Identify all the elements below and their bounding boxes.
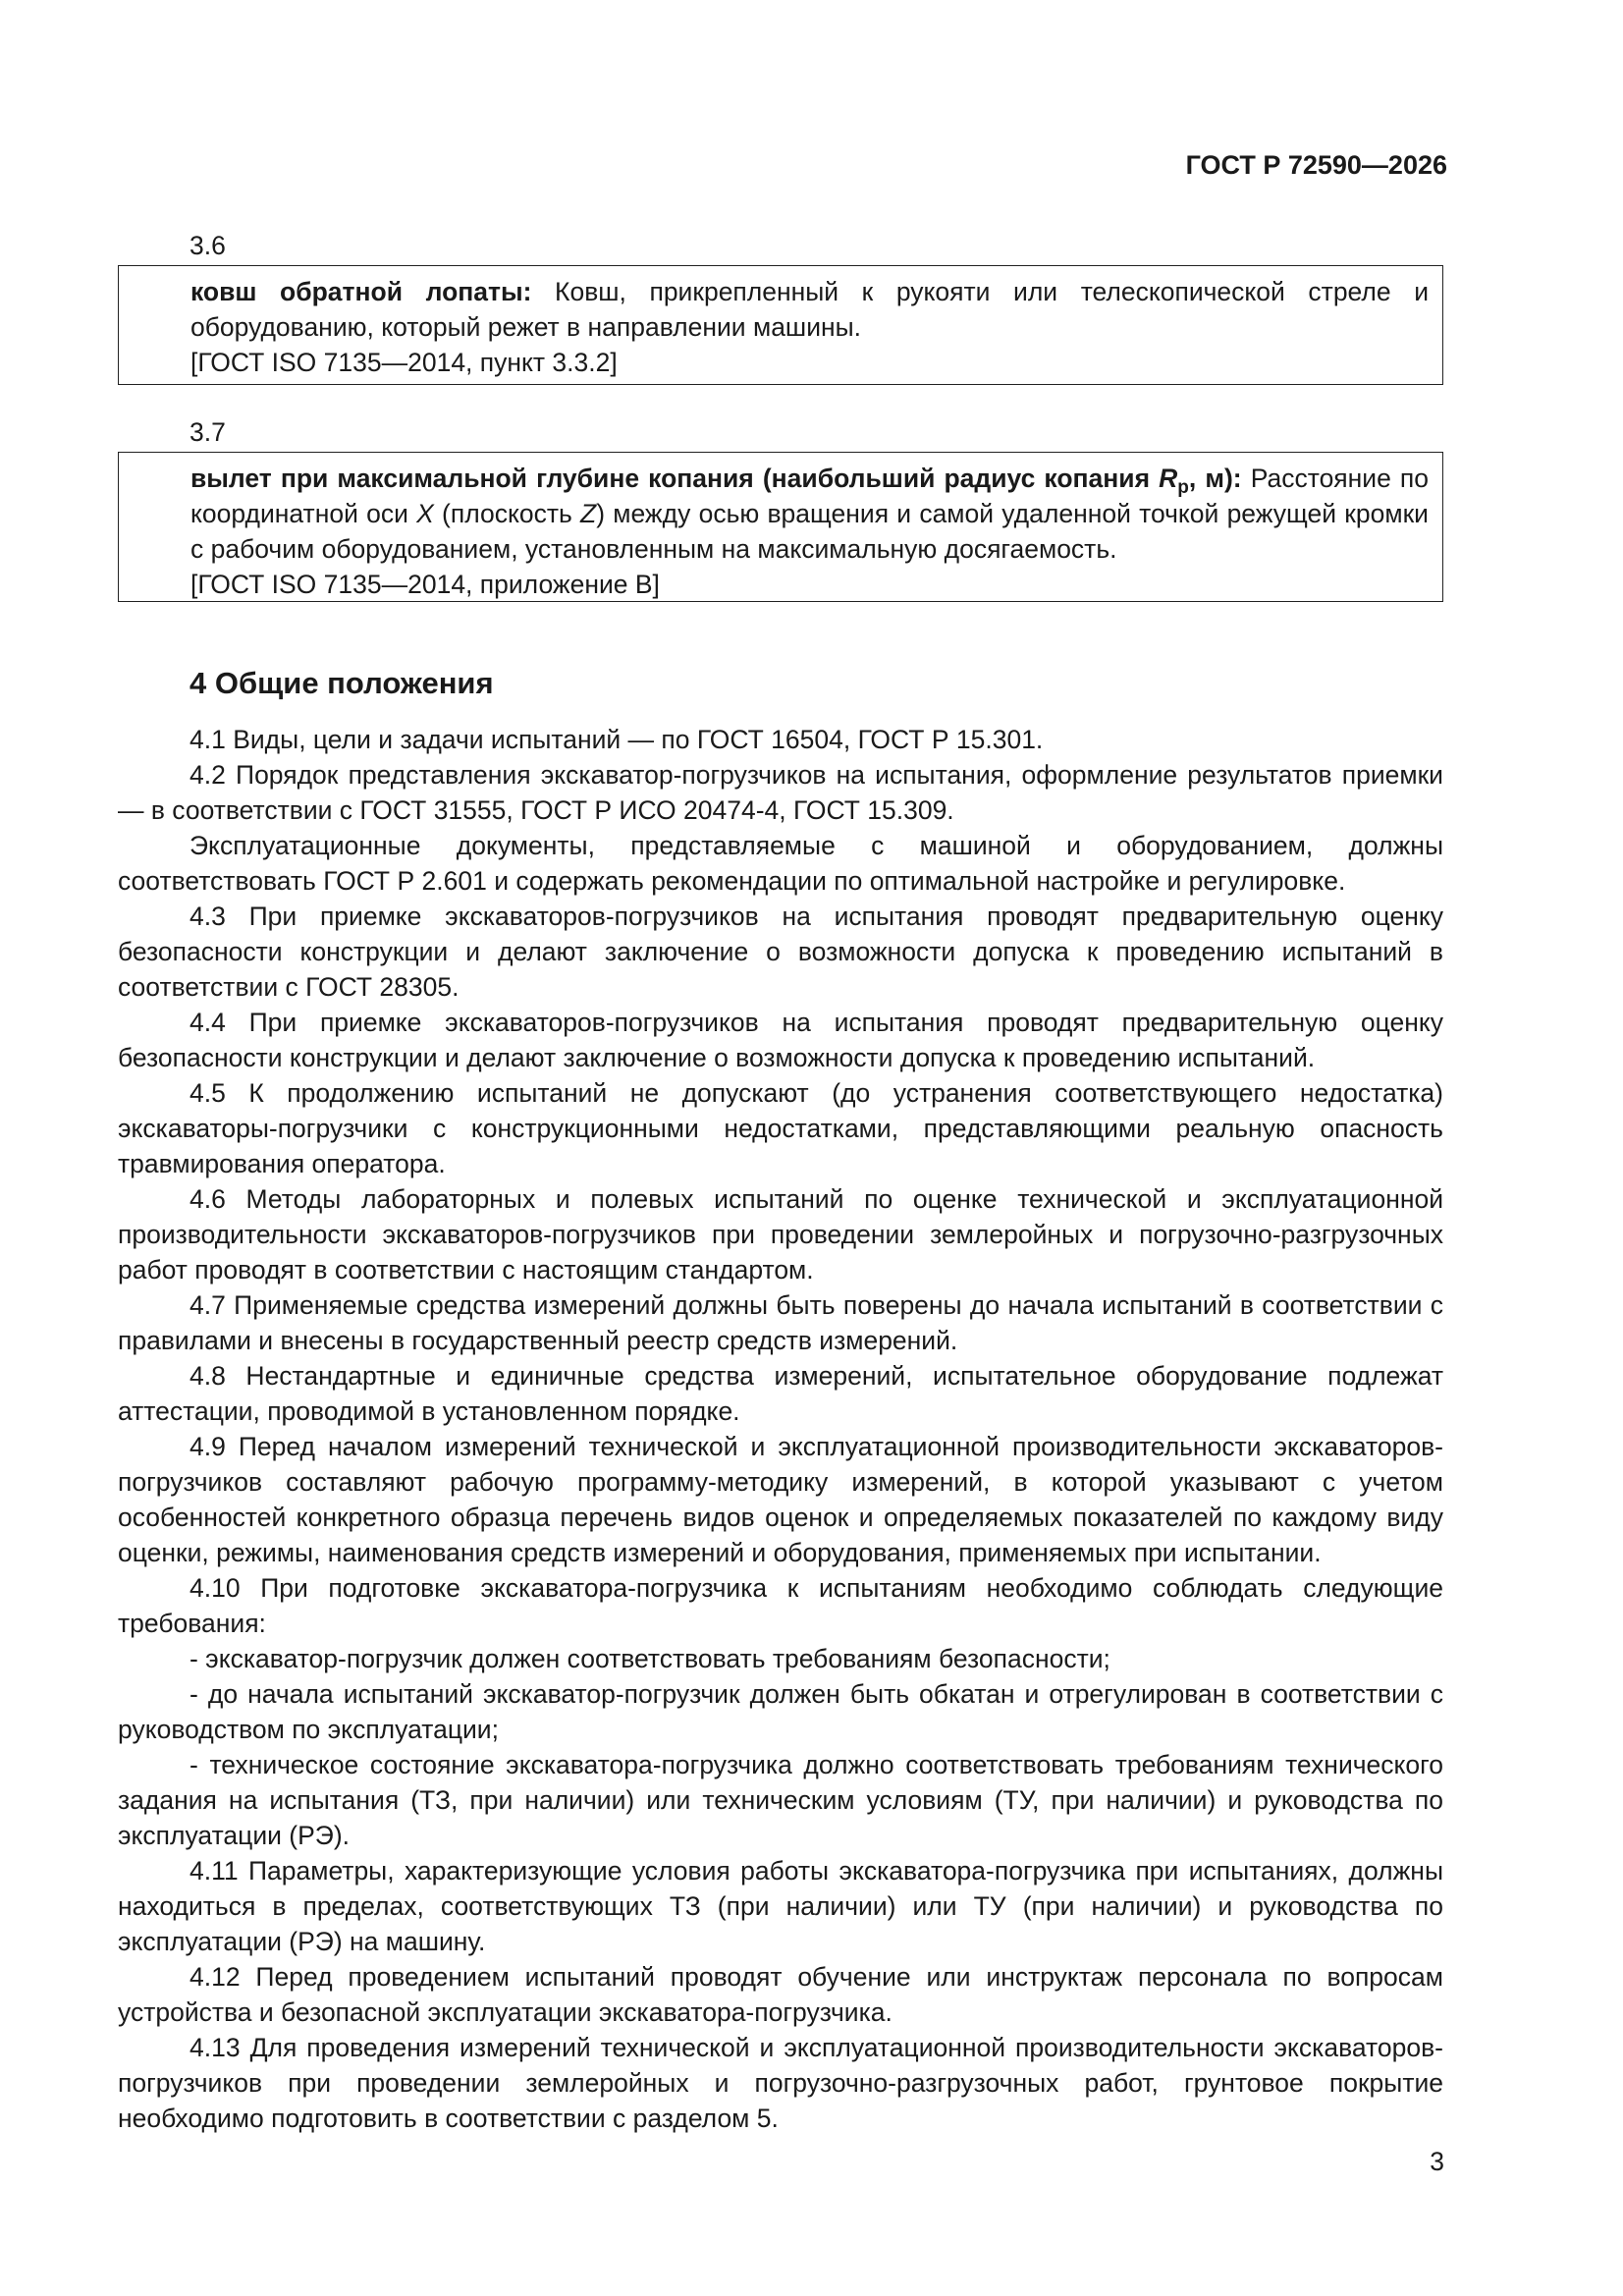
page-number: 3 <box>1430 2147 1444 2176</box>
term-definition-box <box>118 265 1443 385</box>
paragraph: Эксплуатационные документы, представляемые с машиной и оборудованием, должны соответствовать ГОСТ Р 2.601 и содержать рекомендации по оптимальной настройке и регулировке. <box>118 831 1443 896</box>
list-item: - до начала испытаний экскаватор-погрузчик должен быть обкатан и отрегулирован в соответствии с руководством по эксплуатации; <box>118 1679 1443 1744</box>
paragraph: 4.7 Применяемые средства измерений должны быть поверены до начала испытаний в соответствии с правилами и внесены в государственный реестр средств измерений. <box>118 1290 1443 1355</box>
term-name: ковш обратной лопаты: <box>190 277 532 306</box>
paragraph: 4.11 Параметры, характеризующие условия работы экскаватора-погрузчика при испытаниях, должны находиться в пределах, соответствующих ТЗ (при наличии) или ТУ (при наличии) и руководства по эксплуатации (РЭ) на машину. <box>118 1856 1443 1956</box>
term-definition-box <box>118 452 1443 602</box>
term-symbol: R <box>1159 464 1178 493</box>
paragraph: 4.1 Виды, цели и задачи испытаний — по ГОСТ 16504, ГОСТ Р 15.301. <box>189 725 1044 754</box>
term-definition-text: (плоскость <box>433 499 581 528</box>
term-number: 3.6 <box>189 231 226 260</box>
term-definition-text: ) между осью вращения и самой удаленной точкой режущей кромки с рабочим оборудованием, установленным на максимальную досягаемость. <box>190 499 1429 564</box>
term-source: [ГОСТ ISO 7135—2014, пункт 3.3.2] <box>190 348 618 377</box>
term-definition-text: Ковш, прикрепленный к рукояти или телескопической стреле и оборудованию, который режет в направлении машины. <box>190 277 1429 342</box>
axis-symbol: X <box>416 499 434 528</box>
list-item: - экскаватор-погрузчик должен соответствовать требованиям безопасности; <box>189 1644 1110 1673</box>
paragraph: 4.13 Для проведения измерений технической и эксплуатационной производительности экскаваторов-погрузчиков при проведении землеройных и погрузочно-разгрузочных работ, грунтовое покрытие необходимо подготовить в соответствии с разделом 5. <box>118 2033 1443 2133</box>
paragraph: 4.10 При подготовке экскаватора-погрузчика к испытаниям необходимо соблюдать следующие требования: <box>118 1573 1443 1638</box>
term-number: 3.7 <box>189 417 226 447</box>
section-body <box>118 722 1443 2136</box>
term-name-part: , м): <box>1188 464 1242 493</box>
term-name <box>190 464 1242 498</box>
list-item: - техническое состояние экскаватора-погрузчика должно соответствовать требованиям технического задания на испытания (ТЗ, при наличии) или техническим условиям (ТУ, при наличии) и руководства по эксплуатации (РЭ). <box>118 1750 1443 1850</box>
term-source: [ГОСТ ISO 7135—2014, приложение В] <box>190 570 660 599</box>
paragraph: 4.6 Методы лабораторных и полевых испытаний по оценке технической и эксплуатационной производительности экскаваторов-погрузчиков при проведении землеройных и погрузочно-разгрузочных работ проводят в соответствии с настоящим стандартом. <box>118 1184 1443 1285</box>
term-symbol-subscript: p <box>1177 477 1189 498</box>
paragraph: 4.2 Порядок представления экскаватор-погрузчиков на испытания, оформление результатов приемки — в соответствии с ГОСТ 31555, ГОСТ Р ИСО 20474-4, ГОСТ 15.309. <box>118 760 1443 825</box>
term-definition-text: Расстояние по координатной оси <box>190 464 1430 528</box>
paragraph: 4.9 Перед началом измерений технической и эксплуатационной производительности экскаваторов-погрузчиков составляют рабочую программу-методику измерений, в которой указывают с учетом особенностей конкретного образца перечень видов оценок и определяемых показателей по каждому виду оценки, режимы, наименования средств измерений и оборудования, применяемых при испытании. <box>118 1432 1443 1567</box>
document-code-header: ГОСТ Р 72590—2026 <box>1185 150 1447 180</box>
term-name-part: вылет при максимальной глубине копания (наибольший радиус копания <box>190 464 1160 493</box>
paragraph: 4.3 При приемке экскаваторов-погрузчиков на испытания проводят предварительную оценку безопасности конструкции и делают заключение о возможности допуска к проведению испытаний в соответствии с ГОСТ 28305. <box>118 902 1443 1002</box>
plane-symbol: Z <box>580 499 597 528</box>
term-definition <box>190 461 1429 567</box>
section-heading: 4 Общие положения <box>189 666 494 700</box>
paragraph: 4.12 Перед проведением испытаний проводят обучение или инструктаж персонала по вопросам устройства и безопасной эксплуатации экскаватора-погрузчика. <box>118 1962 1443 2027</box>
term-definition <box>190 274 1429 345</box>
paragraph: 4.5 К продолжению испытаний не допускают (до устранения соответствующего недостатка) экскаваторы-погрузчики с конструкционными недостатками, представляющими реальную опасность травмирования оператора. <box>118 1078 1443 1178</box>
paragraph: 4.8 Нестандартные и единичные средства измерений, испытательное оборудование подлежат аттестации, проводимой в установленном порядке. <box>118 1361 1443 1426</box>
paragraph: 4.4 При приемке экскаваторов-погрузчиков на испытания проводят предварительную оценку безопасности конструкции и делают заключение о возможности допуска к проведению испытаний. <box>118 1008 1443 1072</box>
